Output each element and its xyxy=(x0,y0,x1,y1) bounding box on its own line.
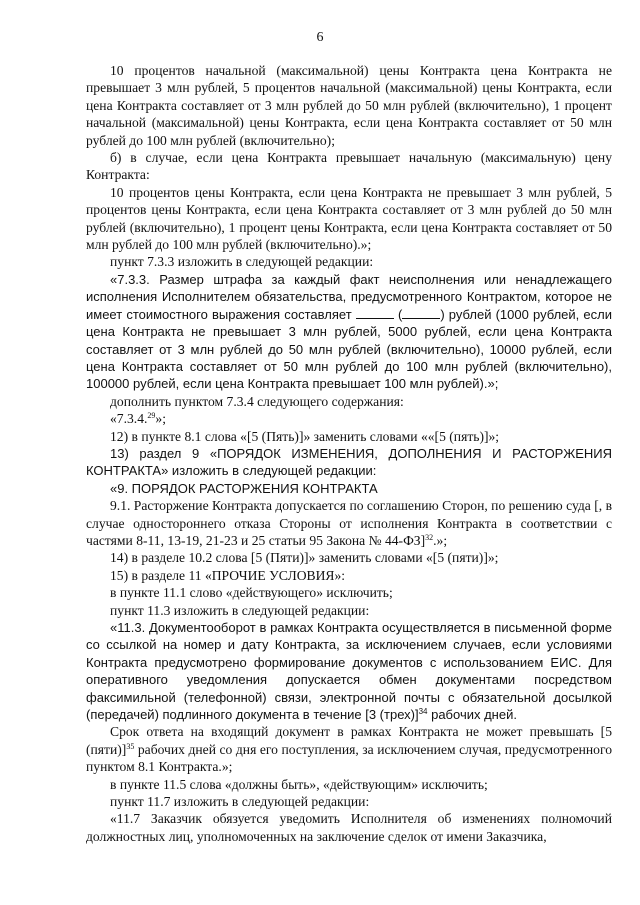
text-run: рабочих дней со дня его поступления, за исключением случая, предусмотренного пунктом 8.1 Контракта.»; xyxy=(86,741,612,775)
text-run: »; xyxy=(155,411,166,427)
text-run: «7.3.3. Размер штрафа за каждый факт неисполнения или ненадлежащего исполнения Исполнителем обязательства, предусмотренного Контрактом, которое не имеет стоимостного выражения составляет xyxy=(86,271,612,322)
paragraph: «11.7 Заказчик обязуется уведомить Исполнителя об изменениях полномочий должностных лиц, уполномоченных на заключение сделок от имени Заказчика, xyxy=(86,811,612,844)
footnote-ref: 34 xyxy=(418,707,428,717)
paragraph: 12) в пункте 8.1 слова «[5 (Пять)]» заменить словами ««[5 (пять)]»; xyxy=(110,428,500,444)
paragraph: 10 процентов цены Контракта, если цена Контракта не превышает 3 млн рублей, 5 процентов цены Контракта, если цена Контракта составляет от 3 млн рублей до 50 млн рублей (включительно), 1 процент цены Контракта, если цена Контракта составляет от 50 млн рублей до 100 млн рублей (включительно).»; xyxy=(86,184,612,253)
paragraph xyxy=(86,723,612,775)
paragraph-9-1 xyxy=(86,497,612,549)
paragraph: б) в случае, если цена Контракта превышает начальную (максимальную) цену Контракта: xyxy=(86,150,612,183)
paragraph-7-3-3 xyxy=(86,271,612,393)
document-body xyxy=(86,62,612,845)
text-run: «11.3. Документооборот в рамках Контракта осуществляется в письменной форме со ссылкой на номер и дату Контракта, за исключением случаев, если условиями Контракта предусмотрено формирование документов с использованием ЕИС. Для оперативного уведомления допускается обмен документами посредством факсимильной (телефонной) связи, электронной почты с обязательной досылкой (передачей) подлинного документа в течение [3 (трех)] xyxy=(86,620,612,723)
footnote-ref: 32 xyxy=(425,532,434,542)
text-run: рабочих дней. xyxy=(427,707,517,723)
footnote-ref: 35 xyxy=(126,741,135,751)
paragraph: пункт 11.7 изложить в следующей редакции: xyxy=(110,794,370,810)
paragraph: дополнить пунктом 7.3.4 следующего содержания: xyxy=(110,393,404,409)
text-run: ( xyxy=(397,306,403,322)
paragraph: в пункте 11.5 слова «должны быть», «действующим» исключить; xyxy=(110,776,488,792)
paragraph: 10 процентов начальной (максимальной) цены Контракта цена Контракта не превышает 3 млн рублей, 5 процентов начальной (максимальной) цены Контракта, если цена Контракта составляет от 3 млн рублей до 50 млн рублей (включительно), 1 процент начальной (максимальной) цены Контракта, если цена Контракта составляет от 50 млн рублей до 100 млн рублей (включительно); xyxy=(86,63,612,148)
paragraph: пункт 7.3.3 изложить в следующей редакции: xyxy=(110,254,374,270)
text-run: .»; xyxy=(433,532,448,548)
text-run: Срок ответа на входящий документ в рамках Контракта не может превышать [5 (пяти)] xyxy=(86,724,612,757)
section-heading: «9. ПОРЯДОК РАСТОРЖЕНИЯ КОНТРАКТА xyxy=(110,480,378,496)
paragraph: 15) в разделе 11 «ПРОЧИЕ УСЛОВИЯ»: xyxy=(110,567,346,583)
paragraph-7-3-4 xyxy=(86,410,612,427)
text-run: ) рублей (1000 рублей, если цена Контракта не превышает 3 млн рублей, 5000 рублей, если цена Контракта составляет от 3 млн рублей до 50 млн рублей (включительно), 10000 рублей, если цена Контракта составляет от 50 млн рублей до 100 млн рублей (включительно), 100000 рублей, если цена Контракта превышает 100 млн рублей).»; xyxy=(86,306,612,392)
paragraph: 13) раздел 9 «ПОРЯДОК ИЗМЕНЕНИЯ, ДОПОЛНЕНИЯ И РАСТОРЖЕНИЯ КОНТРАКТА» изложить в следующей редакции: xyxy=(86,445,612,479)
paragraph: 14) в разделе 10.2 слова [5 (Пяти)]» заменить словами «[5 (пяти)]»; xyxy=(110,550,499,566)
paragraph: пункт 11.3 изложить в следующей редакции: xyxy=(110,602,370,618)
page-number: 6 xyxy=(316,30,324,45)
blank-field xyxy=(356,307,394,319)
footnote-ref: 29 xyxy=(147,411,156,421)
text-run: «7.3.4. xyxy=(110,411,148,427)
blank-field xyxy=(402,307,440,319)
text-run: 9.1. Расторжение Контракта допускается по соглашению Сторон, по решению суда [, в случае одностороннего отказа Стороны от исполнения Контракта в соответствии с частями 8-11, 13-19, 21-23 и 25 статьи 95 Закона № 44-ФЗ] xyxy=(86,498,612,548)
paragraph: в пункте 11.1 слово «действующего» исключить; xyxy=(110,585,393,601)
paragraph-11-3 xyxy=(86,619,612,723)
